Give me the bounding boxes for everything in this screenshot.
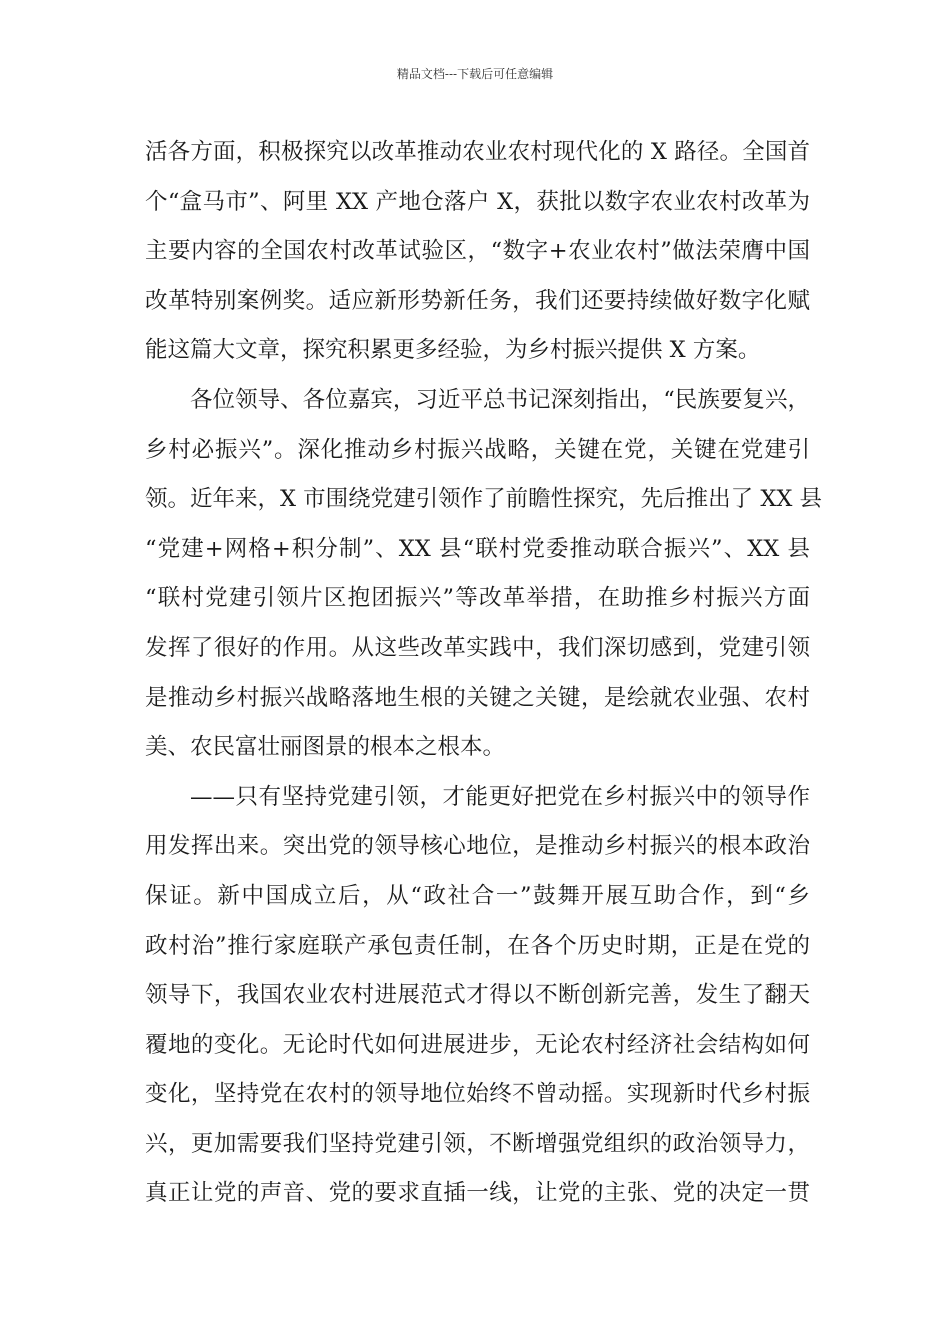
text-line: 个“盒马市”、阿里 XX 产地仓落户 X，获批以数字农业农村改革为	[145, 188, 810, 215]
text-line: 各位领导、各位嘉宾，习近平总书记深刻指出，“民族要复兴，	[190, 386, 810, 413]
text-line: “联村党建引领片区抱团振兴”等改革举措，在助推乡村振兴方面	[145, 585, 810, 612]
text-line: 主要内容的全国农村改革试验区，“数字+农业农村”做法荣膺中国	[145, 238, 810, 265]
text-line: ——只有坚持党建引领，才能更好把党在乡村振兴中的领导作	[190, 783, 810, 810]
text-line: 政村治”推行家庭联产承包责任制，在各个历史时期，正是在党的	[145, 932, 810, 959]
text-line: 发挥了很好的作用。从这些改革实践中，我们深切感到，党建引领	[145, 634, 810, 661]
text-line: 美、农民富壮丽图景的根本之根本。	[145, 734, 506, 761]
text-line: 用发挥出来。突出党的领导核心地位，是推动乡村振兴的根本政治	[145, 833, 810, 860]
document-body	[145, 128, 823, 1219]
text-line: 活各方面，积极探究以改革推动农业农村现代化的 X 路径。全国首	[145, 139, 810, 165]
paragraph-3	[145, 773, 810, 1219]
text-line: 覆地的变化。无论时代如何进展进步，无论农村经济社会结构如何	[145, 1031, 810, 1058]
page-header: 精品文档---下载后可任意编辑	[396, 67, 554, 81]
text-line: 真正让党的声音、党的要求直插一线，让党的主张、党的决定一贯	[145, 1180, 810, 1207]
paragraph-2	[145, 376, 823, 773]
text-line: 能这篇大文章，探究积累更多经验，为乡村振兴提供 X 方案。	[145, 337, 761, 364]
paragraph-1	[145, 128, 810, 376]
text-line: 兴，更加需要我们坚持党建引领，不断增强党组织的政治领导力，	[145, 1130, 810, 1157]
text-line: 改革特别案例奖。适应新形势新任务，我们还要持续做好数字化赋	[145, 287, 810, 314]
text-line: 保证。新中国成立后，从“政社合一”鼓舞开展互助合作，到“乡	[145, 882, 810, 909]
text-line: “党建+网格+积分制”、XX 县“联村党委推动联合振兴”、XX 县	[145, 535, 810, 562]
text-line: 乡村必振兴”。深化推动乡村振兴战略，关键在党，关键在党建引	[145, 436, 810, 463]
text-line: 领。近年来，X 市围绕党建引领作了前瞻性探究，先后推出了 XX 县	[145, 486, 823, 513]
text-line: 是推动乡村振兴战略落地生根的关键之关键，是绘就农业强、农村	[145, 684, 810, 711]
text-line: 领导下，我国农业农村进展范式才得以不断创新完善，发生了翻天	[145, 982, 810, 1009]
text-line: 变化，坚持党在农村的领导地位始终不曾动摇。实现新时代乡村振	[145, 1081, 810, 1108]
